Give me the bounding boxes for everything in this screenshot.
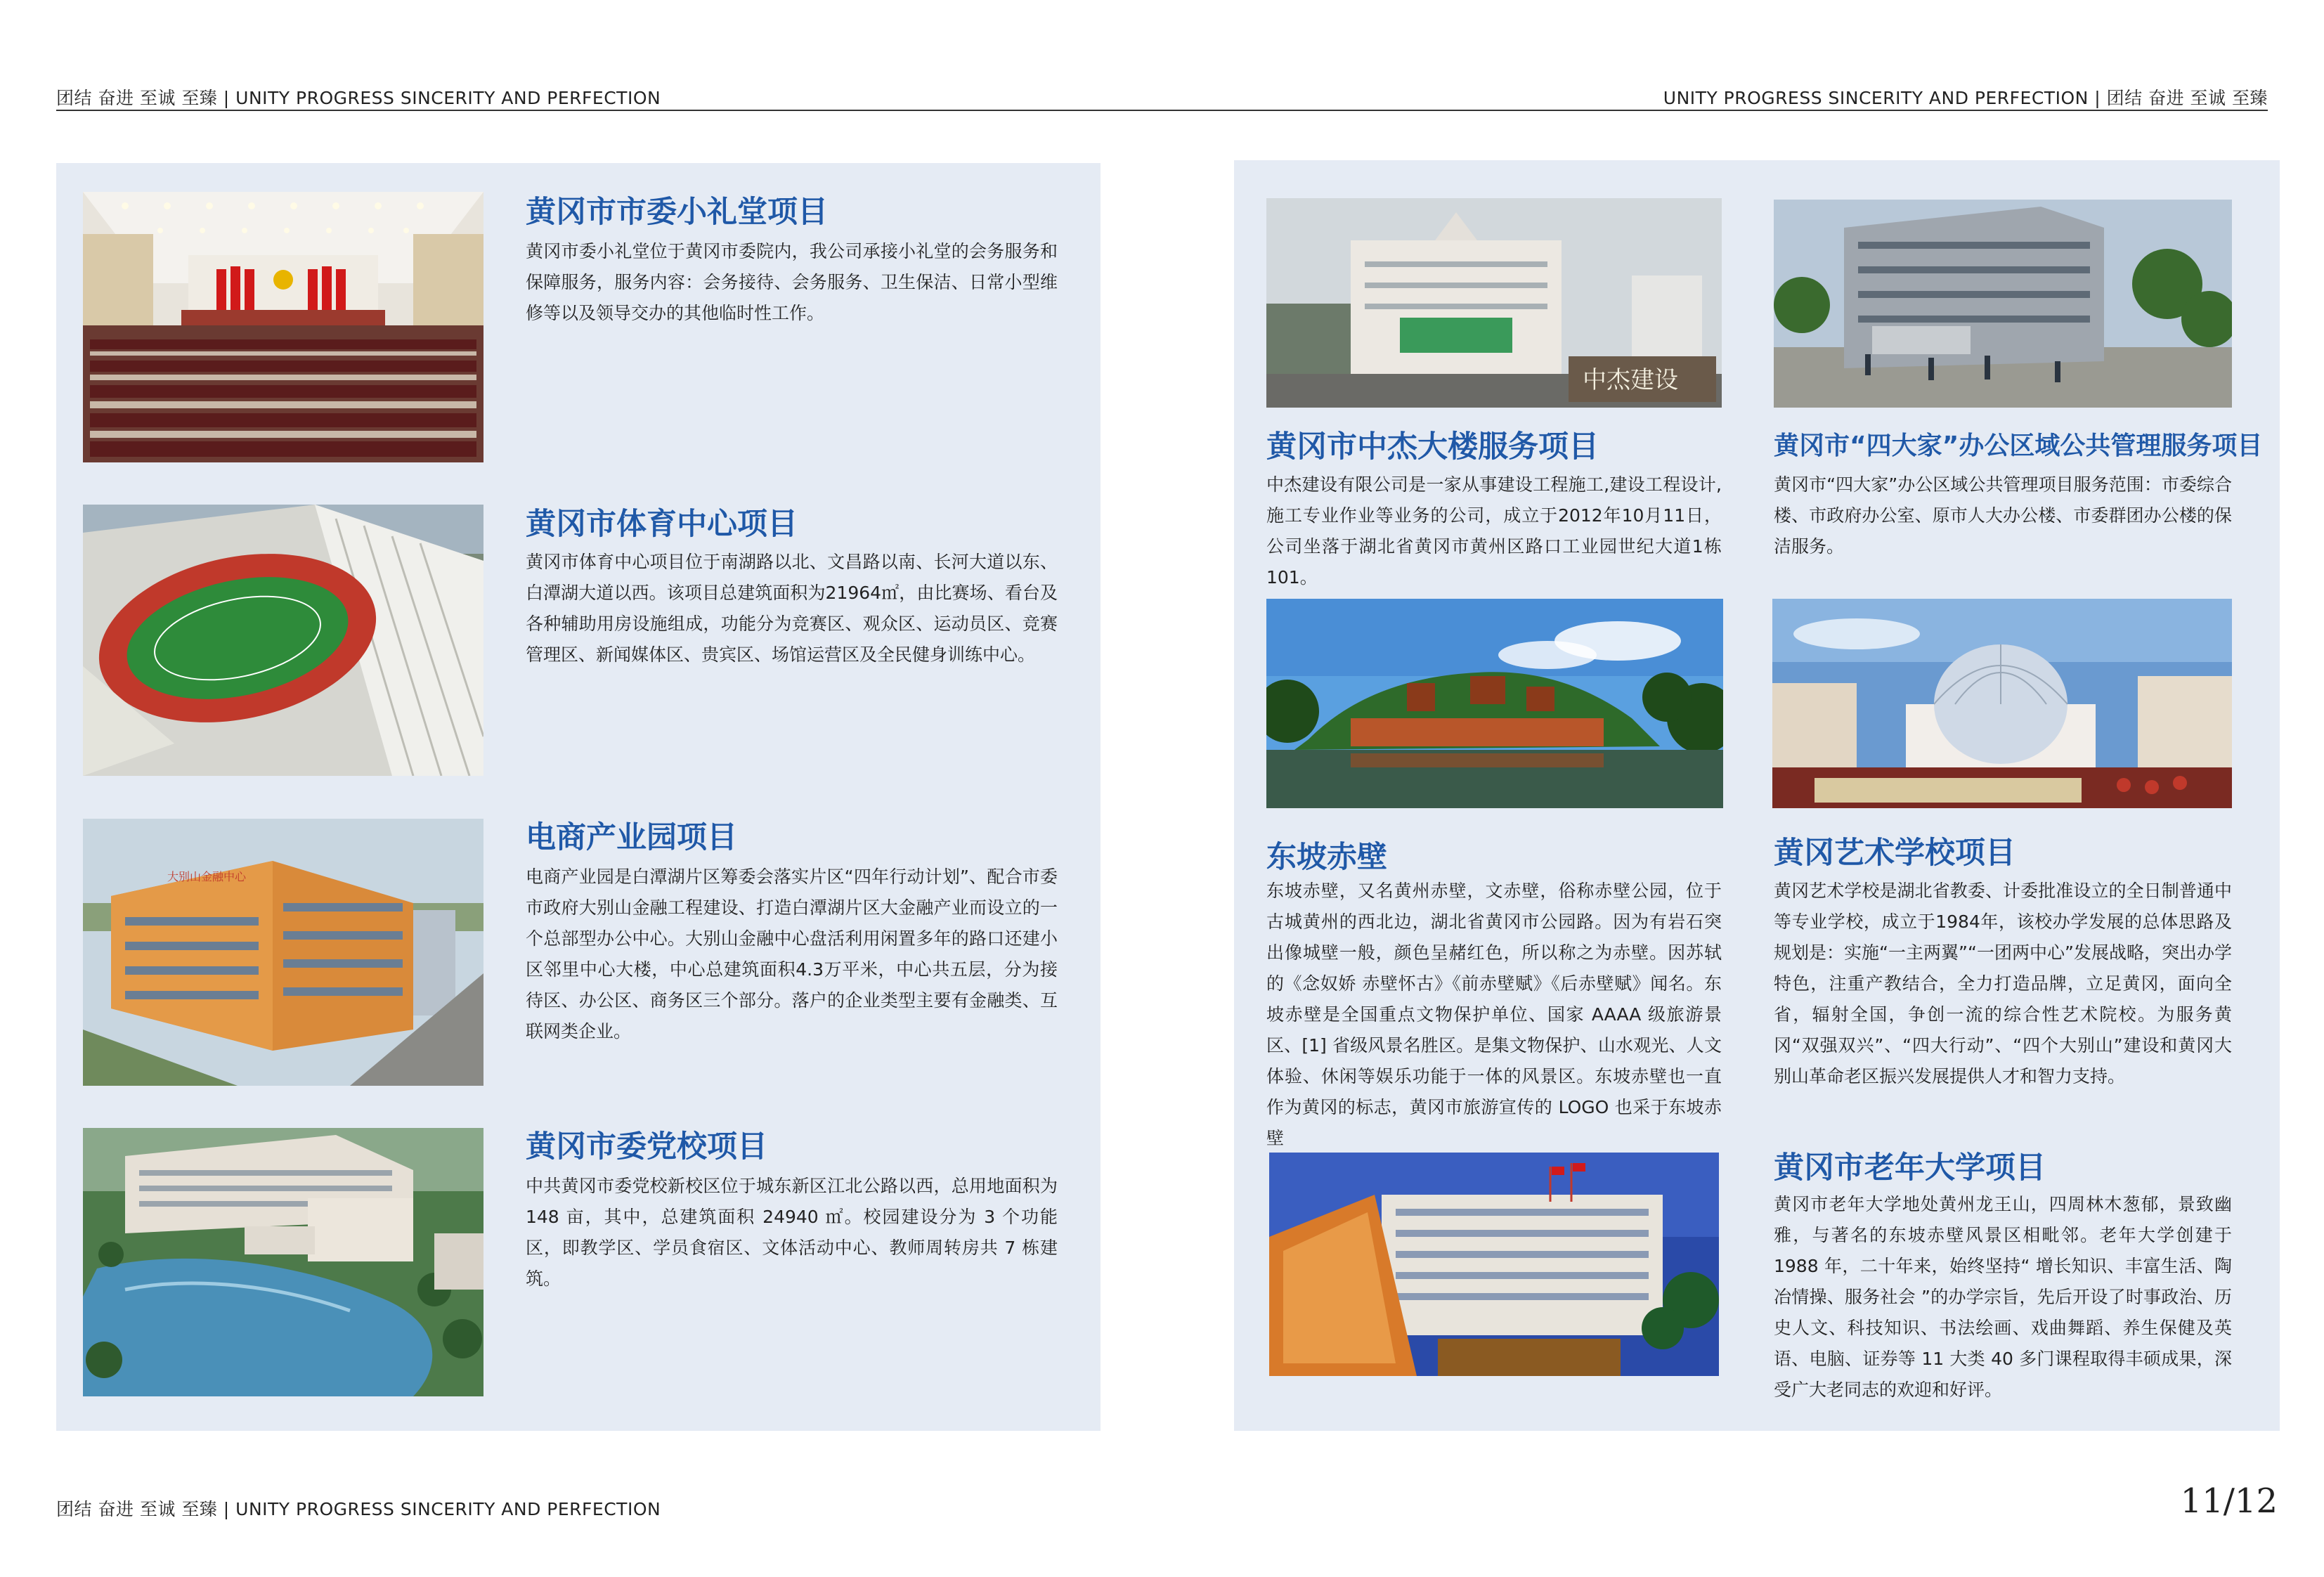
project-description: 中杰建设有限公司是一家从事建设工程施工,建设工程设计,施工专业作业等业务的公司，成立于2012年10月11日，公司坐落于湖北省黄冈市黄州区路口工业园世纪大道1栋101。 (1266, 474, 1722, 588)
project-title: 黄冈艺术学校项目 (1774, 836, 2015, 871)
stadium-photo (83, 505, 483, 776)
project-description: 电商产业园是白潭湖片区筹委会落实片区“四年行动计划”、配合市委市政府大别山金融工程建设、打造白潭湖片区大金融产业而设立的一个总部型办公中心。大别山金融中心盘活利用闲置多年的路口还建小区邻里中心大楼，中心总建筑面积4.3万平米，中心共五层，分为接待区、办公区、商务区三个部分。落户的企业类型主要有金融类、互联网类企业。 (526, 867, 1058, 1041)
project-title: 黄冈市老年大学项目 (1774, 1150, 2046, 1186)
auditorium-photo (83, 192, 483, 462)
header-slogan-right: UNITY PROGRESS SINCERITY AND PERFECTION | 团结 奋进 至诚 至臻 (1663, 88, 2268, 108)
art-school-photo (1772, 599, 2232, 808)
svg-text:大别山金融中心: 大别山金融中心 (167, 870, 247, 883)
industrial-park-photo (83, 819, 483, 1086)
footer-slogan: 团结 奋进 至诚 至臻 | UNITY PROGRESS SINCERITY AND PERFECTION (56, 1499, 661, 1519)
party-school-photo (83, 1128, 483, 1396)
sign-text: 中杰建设 (1583, 366, 1678, 394)
header-slogan-left: 团结 奋进 至诚 至臻 | UNITY PROGRESS SINCERITY AND PERFECTION (56, 88, 661, 108)
project-description: 中共黄冈市委党校新校区位于城东新区江北公路以西，总用地面积为148 亩，其中，总建筑面积 24940 ㎡。校园建设分为 3 个功能区，即教学区、学员食宿区、文体活动中心、教师周转房共 7 栋建筑。 (526, 1176, 1058, 1289)
project-description: 黄冈市“四大家”办公区域公共管理项目服务范围：市委综合楼、市政府办公室、原市人大办公楼、市委群团办公楼的保洁服务。 (1774, 474, 2232, 557)
zhongjie-building-photo (1266, 198, 1722, 408)
page-number: 11/12 (2180, 1481, 2278, 1521)
project-title: 黄冈市委党校项目 (526, 1129, 767, 1164)
project-title: 东坡赤壁 (1266, 840, 1387, 875)
project-title: 黄冈市体育中心项目 (526, 507, 798, 542)
project-description: 黄冈市体育中心项目位于南湖路以北、文昌路以南、长河大道以东、白潭湖大道以西。该项目总建筑面积为21964㎡，由比赛场、看台及各种辅助用房设施组成，功能分为竞赛区、观众区、运动员区、竞赛管理区、新闻媒体区、贵宾区、场馆运营区及全民健身训练中心。 (526, 552, 1058, 665)
project-title: 黄冈市“四大家”办公区域公共管理服务项目 (1774, 431, 2263, 460)
project-description: 东坡赤壁，又名黄州赤壁，文赤壁，俗称赤壁公园，位于古城黄州的西北边，湖北省黄冈市公园路。因为有岩石突出像城壁一般，颜色呈赭红色，所以称之为赤壁。因苏轼的《念奴娇 赤壁怀古》《前赤壁赋》《后赤壁赋》闻名。东坡赤壁是全国重点文物保护单位、国家 AAAA 级旅游景区、[1] 省级风景名胜区。是集文物保护、山水观光、人文体验、休闲等娱乐功能于一体的风景区。东坡赤壁也一直作为黄冈的标志，黄冈市旅游宣传的 LOGO 也采于东坡赤壁 (1266, 881, 1722, 1148)
project-description: 黄冈市委小礼堂位于黄冈市委院内，我公司承接小礼堂的会务服务和保障服务，服务内容：会务接待、会务服务、卫生保洁、日常小型维修等以及领导交办的其他临时性工作。 (526, 241, 1058, 323)
project-title: 电商产业园项目 (526, 820, 737, 855)
dongpo-chibi-photo (1266, 599, 1723, 808)
project-description: 黄冈艺术学校是湖北省教委、计委批准设立的全日制普通中等专业学校，成立于1984年，该校办学发展的总体思路及规划是：实施“一主两翼”“一团两中心”发展战略，突出办学特色，注重产教结合，全力打造品牌，立足黄冈，面向全省，辐射全国，争创一流的综合性艺术院校。为服务黄冈“双强双兴”、“四大行动”、“四个大别山”建设和黄冈大别山革命老区振兴发展提供人才和智力支持。 (1774, 881, 2232, 1086)
project-title: 黄冈市中杰大楼服务项目 (1266, 429, 1599, 465)
project-description: 黄冈市老年大学地处黄州龙王山，四周林木葱郁，景致幽雅，与著名的东坡赤壁风景区相毗邻。老年大学创建于 1988 年，二十年来，始终坚持“ 增长知识、丰富生活、陶冶情操、服务社会 ”的办学宗旨，先后开设了时事政治、历史人文、科技知识、书法绘画、戏曲舞蹈、养生保健及英语、电脑、证券等 11 大类 40 多门课程取得丰硕成果，深受广大老同志的欢迎和好评。 (1774, 1194, 2232, 1400)
project-title: 黄冈市市委小礼堂项目 (526, 195, 828, 230)
office-building-photo (1774, 200, 2232, 408)
senior-university-photo (1269, 1153, 1719, 1376)
header-divider (56, 110, 2268, 111)
